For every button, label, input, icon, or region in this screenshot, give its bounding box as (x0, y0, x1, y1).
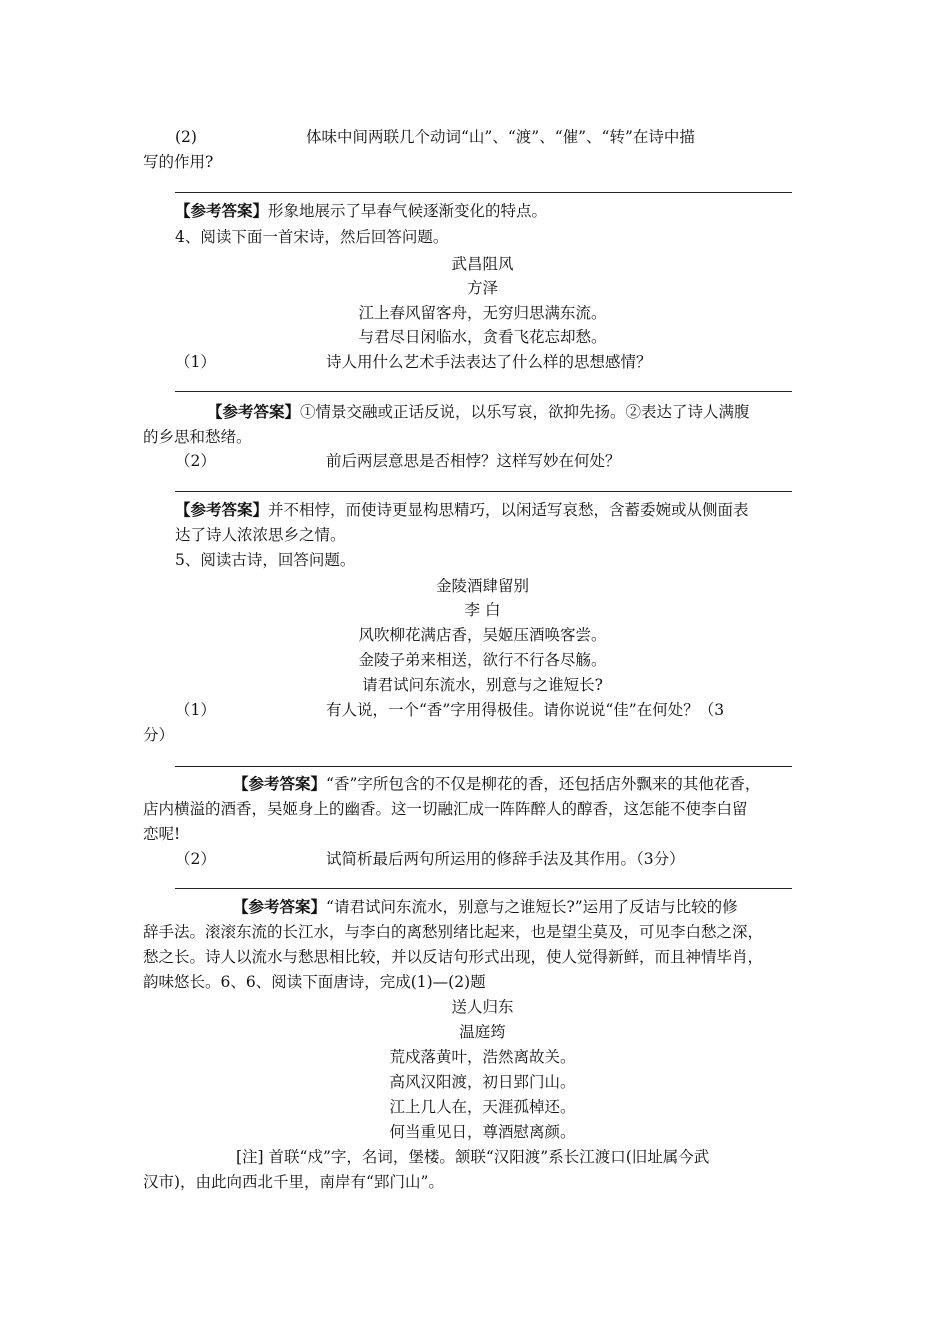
q6-poem-line: 高风汉阳渡，初日郢门山。 (389, 1073, 576, 1091)
answer-line (175, 766, 792, 767)
q5-intro: 5、阅读古诗，回答问题。 (175, 551, 356, 569)
q5-ans2 (233, 897, 738, 917)
q5-ans1 (233, 774, 760, 794)
q4-poet: 方泽 (466, 279, 498, 297)
q6-poem-line: 江上几人在，天涯孤棹还。 (389, 1098, 576, 1116)
answer-text: “请君试问东流水，别意与之谁短长?”运用了反诘与比较的修 (326, 898, 738, 916)
q4-ans2-cont: 达了诗人浓浓思乡之情。 (175, 526, 346, 544)
q5-sub1-question-cont: 分） (143, 726, 175, 744)
q4-sub2-number: （2） (175, 452, 216, 470)
answer-tag: 【参考答案】 (175, 201, 269, 220)
q5-ans2-line: 辞手法。滚滚东流的长江水，与李白的离愁别绪比起来，也是望尘莫及，可见李白愁之深， (143, 923, 764, 941)
q5-poet: 李 白 (464, 601, 501, 619)
q5-poem-title: 金陵酒肆留别 (435, 577, 529, 595)
q3-sub2-question-cont: 写的作用? (143, 153, 214, 171)
q5-ans1-line: 店内横溢的酒香，吴姬身上的幽香。这一切融汇成一阵阵醉人的醇香，这怎能不使李白留 (143, 800, 748, 818)
answer-line (175, 391, 792, 392)
answer-line (175, 888, 792, 889)
q5-sub2-number: （2） (175, 850, 216, 868)
answer-text: 形象地展示了早春气候逐渐变化的特点。 (268, 202, 548, 220)
q6-poet: 温庭筠 (459, 1023, 506, 1041)
q4-sub1-number: （1） (175, 353, 216, 371)
q4-ans1-cont: 的乡思和愁绪。 (143, 428, 252, 446)
q5-sub1-question: 有人说，一个“香”字用得极佳。请你说说“佳”在何处？（3 (326, 701, 725, 719)
q4-sub1-question: 诗人用什么艺术手法表达了什么样的思想感情？ (326, 353, 652, 371)
q4-sub2-question: 前后两层意思是否相悖？这样写妙在何处？ (326, 452, 621, 470)
q6-poem-line: 何当重见日，尊酒慰离颜。 (389, 1123, 576, 1141)
q5-ans2-line: 韵味悠长。6、6、阅读下面唐诗，完成(1)—(2)题 (143, 973, 486, 991)
q4-intro: 4、阅读下面一首宋诗，然后回答问题。 (175, 228, 449, 246)
q4-ans1 (207, 402, 750, 422)
answer-tag: 【参考答案】 (233, 774, 327, 793)
q6-note-cont: 汉市)，由此向西北千里，南岸有“郢门山”。 (143, 1173, 444, 1191)
answer-text: “香”字所包含的不仅是柳花的香，还包括店外飘来的其他花香， (326, 775, 761, 793)
q4-ans2 (175, 500, 749, 520)
q3-sub2-question: 体味中间两联几个动词“山”、“渡”、“催”、“转”在诗中描 (306, 128, 695, 146)
q5-poem-line: 风吹柳花满店香，吴姬压酒唤客尝。 (358, 626, 607, 644)
q4-poem-line: 与君尽日闲临水，贪看飞花忘却愁。 (358, 328, 607, 346)
answer-tag: 【参考答案】 (233, 897, 327, 916)
q3-sub2-number: (2) (175, 128, 197, 146)
answer-tag: 【参考答案】 (207, 402, 301, 421)
q5-poem-line: 金陵子弟来相送，欲行不行各尽觞。 (358, 651, 607, 669)
q4-poem-line: 江上春风留客舟，无穷归思满东流。 (358, 304, 607, 322)
q5-poem-line: 请君试问东流水，别意与之谁短长? (362, 676, 603, 694)
q5-sub1-number: （1） (175, 701, 216, 719)
q6-poem-title: 送人归东 (451, 998, 514, 1016)
q6-poem-line: 荒戍落黄叶，浩然离故关。 (389, 1048, 576, 1066)
q5-sub2-question: 试简析最后两句所运用的修辞手法及其作用。（3分） (326, 850, 685, 868)
q3-answer (175, 201, 547, 221)
q4-poem-title: 武昌阻风 (451, 255, 514, 273)
answer-line (175, 491, 792, 492)
q5-ans1-line: 恋呢! (143, 825, 181, 843)
answer-text: ①情景交融或正话反说，以乐写哀，欲抑先扬。②表达了诗人满腹 (300, 403, 750, 421)
q6-note: [注] 首联“戍”字，名词，堡楼。颔联“汉阳渡”系长江渡口(旧址属今武 (236, 1148, 710, 1166)
answer-tag: 【参考答案】 (175, 500, 269, 519)
q5-ans2-line: 愁之长。诗人以流水与愁思相比较，并以反诘句形式出现，使人觉得新鲜，而且神情毕肖， (143, 948, 764, 966)
answer-text: 并不相悖，而使诗更显构思精巧，以闲适写哀愁，含蓄委婉或从侧面表 (268, 501, 749, 519)
answer-line (175, 192, 792, 193)
